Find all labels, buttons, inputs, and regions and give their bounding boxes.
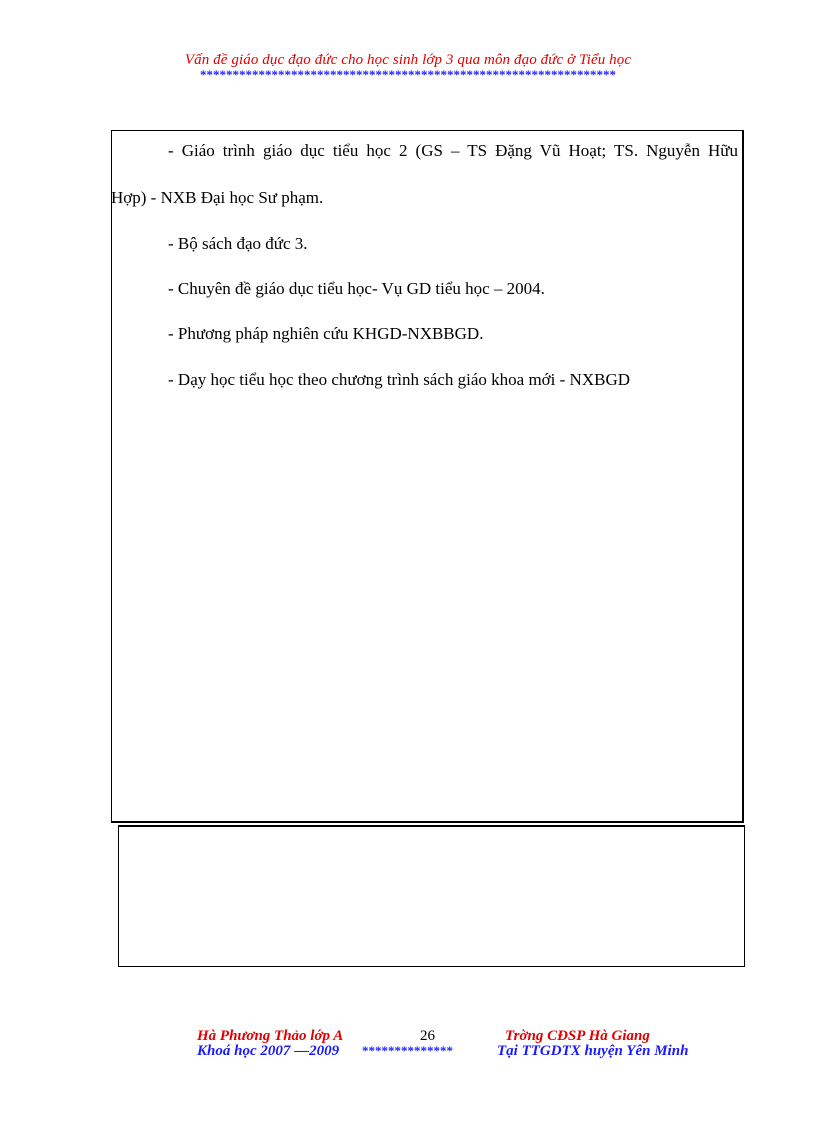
blank-box <box>118 825 745 967</box>
footer-stars: ************** <box>362 1043 453 1058</box>
reference-line-4: - Phương pháp nghiên cứu KHGD-NXBBGD. <box>168 324 484 343</box>
page-number: 26 <box>420 1028 435 1044</box>
reference-line-2: - Bộ sách đạo đức 3. <box>168 234 308 253</box>
header-title: Vấn đề giáo dục đạo đức cho học sinh lớp 3 qua môn đạo đức ở Tiểu học <box>184 52 632 68</box>
footer-course: Khoá học 2007 —2009 <box>197 1043 340 1059</box>
header-divider-stars: **************************************************************** <box>200 67 616 82</box>
footer-school: Trờng CĐSP Hà Giang <box>505 1028 650 1044</box>
reference-line-3: - Chuyên đề giáo dục tiểu học- Vụ GD tiểu học – 2004. <box>168 279 545 298</box>
reference-line-1-continued: Hợp) - NXB Đại học Sư phạm. <box>111 188 324 207</box>
reference-line-5: - Dạy học tiểu học theo chương trình sách giáo khoa mới - NXBGD <box>168 370 631 389</box>
footer-location: Tại TTGDTX huyện Yên Minh <box>497 1043 689 1059</box>
footer-author: Hà Phương Thảo lớp A <box>197 1028 344 1044</box>
reference-line-1: - Giáo trình giáo dục tiểu học 2 (GS – TS Đặng Vũ Hoạt; TS. Nguyễn Hữu <box>168 141 738 160</box>
